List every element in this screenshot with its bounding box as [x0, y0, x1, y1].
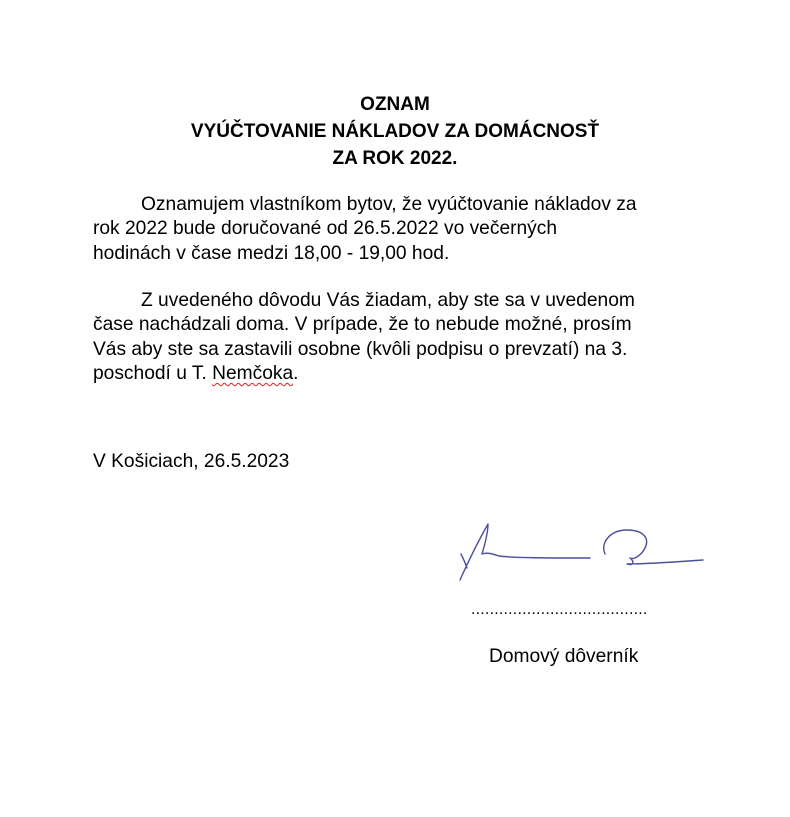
- handwritten-signature: [455, 518, 705, 588]
- paragraph2-line-2: čase nachádzali doma. V prípade, že to nebude možné, prosím: [93, 314, 632, 336]
- paragraph1-line-3: hodinách v čase medzi 18,00 - 19,00 hod.: [93, 242, 450, 264]
- misspelled-name: Nemčoka: [212, 362, 294, 384]
- paragraph2-last-prefix: poschodí u T.: [93, 362, 213, 384]
- signature-line: ......................................: [471, 601, 648, 618]
- paragraph2-line-3: Vás aby ste sa zastavili osobne (kvôli podpisu o prevzatí) na 3.: [93, 338, 628, 360]
- paragraph1-line-1: Oznamujem vlastníkom bytov, že vyúčtovanie nákladov za: [141, 194, 637, 215]
- place-and-date: V Košiciach, 26.5.2023: [93, 451, 290, 472]
- paragraph2-line-1: Z uvedeného dôvodu Vás žiadam, aby ste sa v uvedenom: [141, 290, 635, 311]
- paragraph2-line-4: [93, 362, 703, 386]
- paragraph2-last-suffix: .: [293, 362, 299, 384]
- signer-role: Domový dôverník: [489, 646, 639, 667]
- title-year: ZA ROK 2022.: [332, 148, 458, 169]
- notice-title: [0, 91, 790, 172]
- paragraph-request: [93, 289, 703, 386]
- paragraph1-line-2: rok 2022 bude doručované od 26.5.2022 vo večerných: [93, 218, 558, 240]
- title-heading: OZNAM: [360, 94, 430, 115]
- paragraph-delivery-info: [93, 193, 703, 266]
- title-subject: VYÚČTOVANIE NÁKLADOV ZA DOMÁCNOSŤ: [190, 121, 600, 142]
